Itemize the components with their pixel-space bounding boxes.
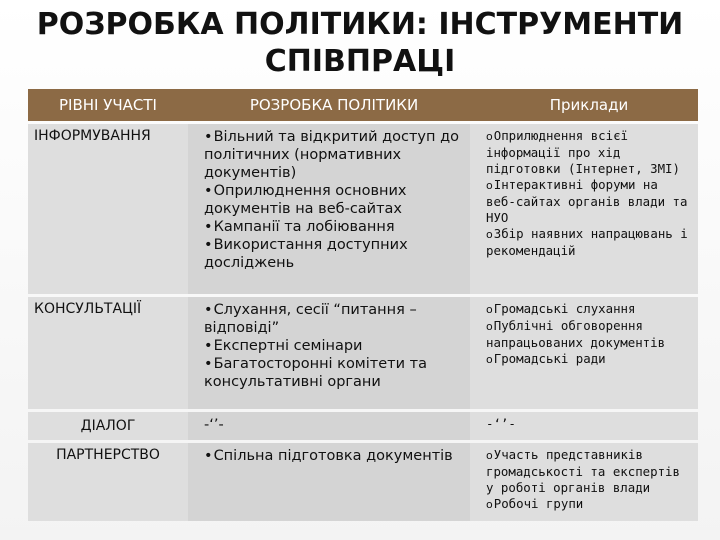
table-row bbox=[28, 412, 698, 440]
policy-cell bbox=[188, 297, 470, 409]
examples-cell bbox=[470, 297, 698, 409]
row-level: ІНФОРМУВАННЯ bbox=[28, 124, 188, 294]
table-row bbox=[28, 297, 698, 409]
header-row bbox=[28, 89, 698, 121]
list-item: • Експертні семінари bbox=[204, 337, 464, 355]
participation-table bbox=[28, 86, 698, 524]
policy-cell bbox=[188, 124, 470, 294]
list-item: o Публічні обговорення напрацьованих документів bbox=[486, 318, 692, 351]
list-item: o Збір наявних напрацювань і рекомендацій bbox=[486, 226, 692, 259]
list-item: o Участь представників громадськості та експертів у роботі органів влади bbox=[486, 447, 692, 496]
examples-cell bbox=[470, 443, 698, 521]
policy-cell bbox=[188, 443, 470, 521]
list-item: • Кампанії та лобіювання bbox=[204, 218, 464, 236]
list-item: o Робочі групи bbox=[486, 496, 692, 513]
list-item: • Багатосторонні комітети та консультативні органи bbox=[204, 355, 464, 391]
page-title bbox=[0, 6, 720, 80]
row-level: ПАРТНЕРСТВО bbox=[28, 443, 188, 521]
policy-cell: -‘’- bbox=[188, 412, 470, 440]
examples-cell bbox=[470, 124, 698, 294]
list-item: • Вільний та відкритий доступ до політичних (нормативних документів) bbox=[204, 128, 464, 182]
list-item: • Слухання, сесії “питання – відповіді” bbox=[204, 301, 464, 337]
table-row bbox=[28, 443, 698, 521]
list-item: o Громадські ради bbox=[486, 351, 692, 368]
examples-cell: -‘’- bbox=[470, 412, 698, 440]
row-level: ДІАЛОГ bbox=[28, 412, 188, 440]
title-line-1: РОЗРОБКА ПОЛІТИКИ: ІНСТРУМЕНТИ bbox=[36, 7, 684, 42]
row-level: КОНСУЛЬТАЦІЇ bbox=[28, 297, 188, 409]
list-item: • Використання доступних досліджень bbox=[204, 236, 464, 272]
table-row bbox=[28, 124, 698, 294]
header-examples: Приклади bbox=[470, 89, 698, 121]
header-policy: РОЗРОБКА ПОЛІТИКИ bbox=[188, 89, 470, 121]
title-line-2: СПІВПРАЦІ bbox=[264, 44, 456, 79]
list-item: • Спільна підготовка документів bbox=[204, 447, 464, 465]
list-item: o Оприлюднення всієї інформації про хід підготовки (Інтернет, ЗМІ) bbox=[486, 128, 692, 177]
list-item: o Громадські слухання bbox=[486, 301, 692, 318]
list-item: • Оприлюднення основних документів на веб-сайтах bbox=[204, 182, 464, 218]
header-levels: РІВНІ УЧАСТІ bbox=[28, 89, 188, 121]
list-item: o Інтерактивні форуми на веб-сайтах органів влади та НУО bbox=[486, 177, 692, 226]
